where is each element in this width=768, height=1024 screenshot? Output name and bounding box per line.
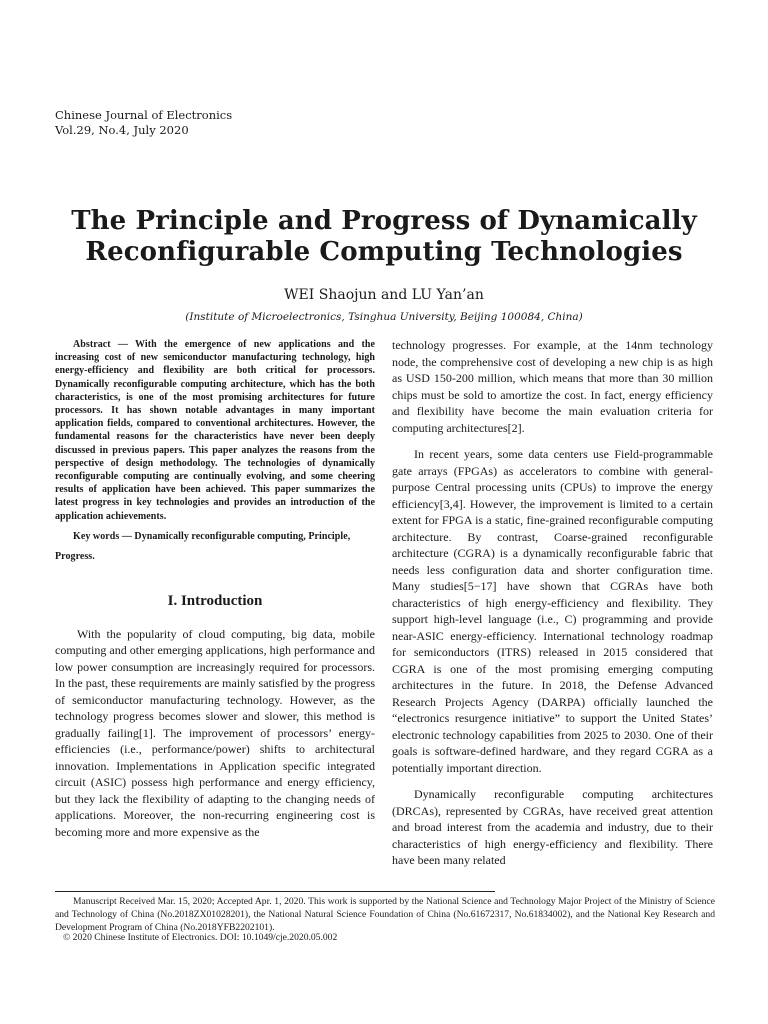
journal-name: Chinese Journal of Electronics: [55, 108, 233, 122]
section-heading: I. Introduction: [167, 592, 263, 609]
abstract: Abstract — With the emergence of new applications and the increasing cost of new semiconductor manufacturing technology, high energy-efficiency and flexibility are both critical for processors. Dynamically reconfigurable computing architecture, which has the both characteristics, is one of the most promising architectures for future processors. It has shown notable advantages in many important application fields, compared to conventional architectures. However, the fundamental reasons for the characteristics have never been deeply discussed in previous papers. This paper analyzes the reasons from the perspective of design methodology. The technologies of dynamically reconfigurable computing are continually evolving, and some cheering results of application have been achieved. This paper summarizes the latest progress in key technologies and provides an introduction of the application achievements.: [55, 339, 375, 522]
footnote-divider: [55, 891, 495, 892]
journal-issue: Vol.29, No.4, July 2020: [55, 123, 189, 137]
intro-paragraph-1: With the popularity of cloud computing, big data, mobile computing and other emerging applications, high performance and low power consumption are increasingly required for processors. In the past, these requirements are mainly satisfied by the progress of semiconductor manufacturing technology. However, as the technology progress becomes slower and slower, this method is gradually failing[1]. The improvement of processors’ energy-efficiencies (i.e., performance/power) shifts to architectural innovation. Implementations in Application specific integrated circuit (ASIC) possess high performance and energy efficiency, but they lack the flexibility of adapting to the changing needs of applications. Moreover, the non-recurring engineering cost is becoming more and more expensive as the: [55, 626, 375, 839]
intro-paragraph-2: In recent years, some data centers use Field-programmable gate arrays (FPGAs) as accelerators to combine with general-purpose Central processing units (CPUs) to improve the energy efficiency[3,4]. However, the improvement is limited to a certain extent for FPGA is a static, fine-grained reconfigurable computing architecture. By contrast, Coarse-grained reconfigurable architecture (CGRA) is a dynamically reconfigurable fabric that needs less configuration data and shorter configuration time. Many studies[5−17] have shown that CGRAs have both characteristics of high energy-efficiency and flexibility. They support high-level language (i.e., C) programming and provide near-ASIC energy-efficiency. International technology roadmap for semiconductors (ITRS) released in 2015 considered that CGRA is one of the most promising emerging computing architectures in the future. In 2018, the Defense Advanced Research Projects Agency (DARPA) officially launched the “electronics resurgence initiative” to support the United States’ electronic technology capabilities from 2025 to 2030. One of their goals is software-defined hardware, and they regard CGRA as a potentially important direction.: [392, 447, 713, 775]
copyright-notice: © 2020 Chinese Institute of Electronics. DOI: 10.1049/cje.2020.05.002: [63, 932, 338, 943]
keywords: Key words — Dynamically reconfigurable computing, Principle, Progress.: [55, 530, 351, 562]
journal-header: [55, 108, 232, 138]
intro-paragraph-3: Dynamically reconfigurable computing architectures (DRCAs), represented by CGRAs, have received great attention and broad interest from the academia and industry, due to their characteristics of high energy-efficiency and flexibility. There have been many related: [392, 787, 713, 867]
footnote: Manuscript Received Mar. 15, 2020; Accepted Apr. 1, 2020. This work is supported by the National Science and Technology Major Project of the Ministry of Science and Technology of China (No.2018ZX01028201), the National Natural Science Foundation of China (No.61672317, No.61834002), and the National Key Research and Development Program of China (No.2018YFB2202101).: [55, 896, 715, 933]
paper-affiliation: (Institute of Microelectronics, Tsinghua University, Beijing 100084, China): [185, 311, 583, 323]
paper-title: The Principle and Progress of Dynamically Reconfigurable Computing Technologies: [71, 206, 697, 267]
paper-authors: WEI Shaojun and LU Yan’an: [284, 287, 484, 303]
intro-paragraph-1-continued: technology progresses. For example, at the 14nm technology node, the comprehensive cost of developing a new chip is as high as USD 150-200 million, which means that more than 30 million chips must be sold to amortize the cost. In fact, energy efficiency and flexibility have become the main evaluation criteria for computing architectures[2].: [392, 338, 713, 435]
left-column: [55, 338, 375, 850]
right-column: [392, 337, 713, 879]
